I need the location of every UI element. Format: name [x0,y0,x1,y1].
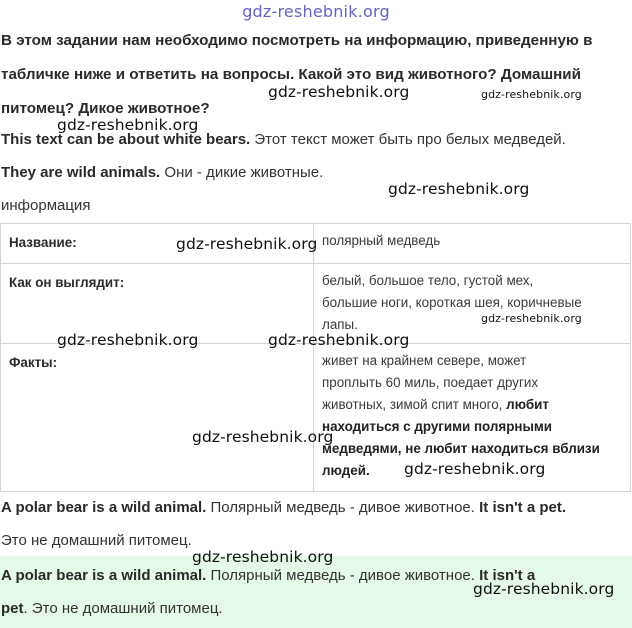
row-value-name [314,224,631,264]
conclusion-ru-1: Полярный медведь - дивое животное. [206,499,480,516]
watermark: gdz-reshebnik.org [481,312,582,325]
value-line: животных, зимой спит много, [322,397,507,412]
answer-line-1 [1,567,535,584]
watermark: gdz-reshebnik.org [192,548,334,566]
answer-en-3: pet [1,600,24,617]
answer-ru-1: Полярный медведь - дивое животное. [206,567,480,584]
answer-en-2: It isn't a [479,567,536,584]
about-en: This text can be about white bears. [1,131,251,148]
watermark: gdz-reshebnik.org [473,580,615,598]
conclusion-en-1: A polar bear is a wild animal. [1,499,207,516]
answer-ru-2: . Это не домашний питомец. [23,600,223,617]
wild-ru: Они - дикие животные. [160,164,324,181]
answer-line-2 [1,600,223,617]
task-line-3: питомец? Дикое животное? [1,100,210,117]
watermark: gdz-reshebnik.org [268,331,410,349]
conclusion-ru-2: Это не домашний питомец. [1,532,192,549]
top-watermark: gdz-reshebnik.org [242,2,390,21]
value-line: живет на крайнем севере, может [322,353,527,368]
value-line: большие ноги, короткая шея, коричневые [322,295,582,310]
value-line: полярный медведь [322,233,441,248]
wild-en: They are wild animals. [1,164,161,181]
value-bold: медведями, не любит находиться вблизи [322,441,600,456]
value-line: белый, большое тело, густой мех, [322,273,534,288]
value-bold: находиться с другими полярными [322,419,553,434]
row-key-name: Название: [1,224,314,264]
row-key-appearance: Как он выглядит: [1,264,314,344]
wild-line [1,164,323,181]
value-line: лапы. [322,317,358,332]
watermark: gdz-reshebnik.org [481,88,582,101]
watermark: gdz-reshebnik.org [57,116,199,134]
task-line-1: В этом задании нам необходимо посмотреть на информацию, приведенную в [1,32,593,49]
watermark: gdz-reshebnik.org [192,428,334,446]
info-table [0,223,631,492]
info-label: информация [1,197,91,214]
watermark: gdz-reshebnik.org [176,235,318,253]
watermark: gdz-reshebnik.org [404,460,546,478]
value-line: проплыть 60 миль, поедает других [322,375,539,390]
value-bold: людей. [322,463,370,478]
watermark: gdz-reshebnik.org [388,180,530,198]
watermark: gdz-reshebnik.org [57,331,199,349]
row-key-facts: Факты: [1,344,314,492]
task-line-2: табличке ниже и ответить на вопросы. Какой это вид животного? Домашний [1,66,581,83]
watermark: gdz-reshebnik.org [268,83,410,101]
conclusion-en-2: It isn't a pet. [479,499,567,516]
conclusion-line [1,499,566,516]
value-bold: любит [506,397,549,412]
about-ru: Этот текст может быть про белых медведей. [250,131,566,148]
conclusion-line-2 [1,532,192,549]
answer-en-1: A polar bear is a wild animal. [1,567,207,584]
